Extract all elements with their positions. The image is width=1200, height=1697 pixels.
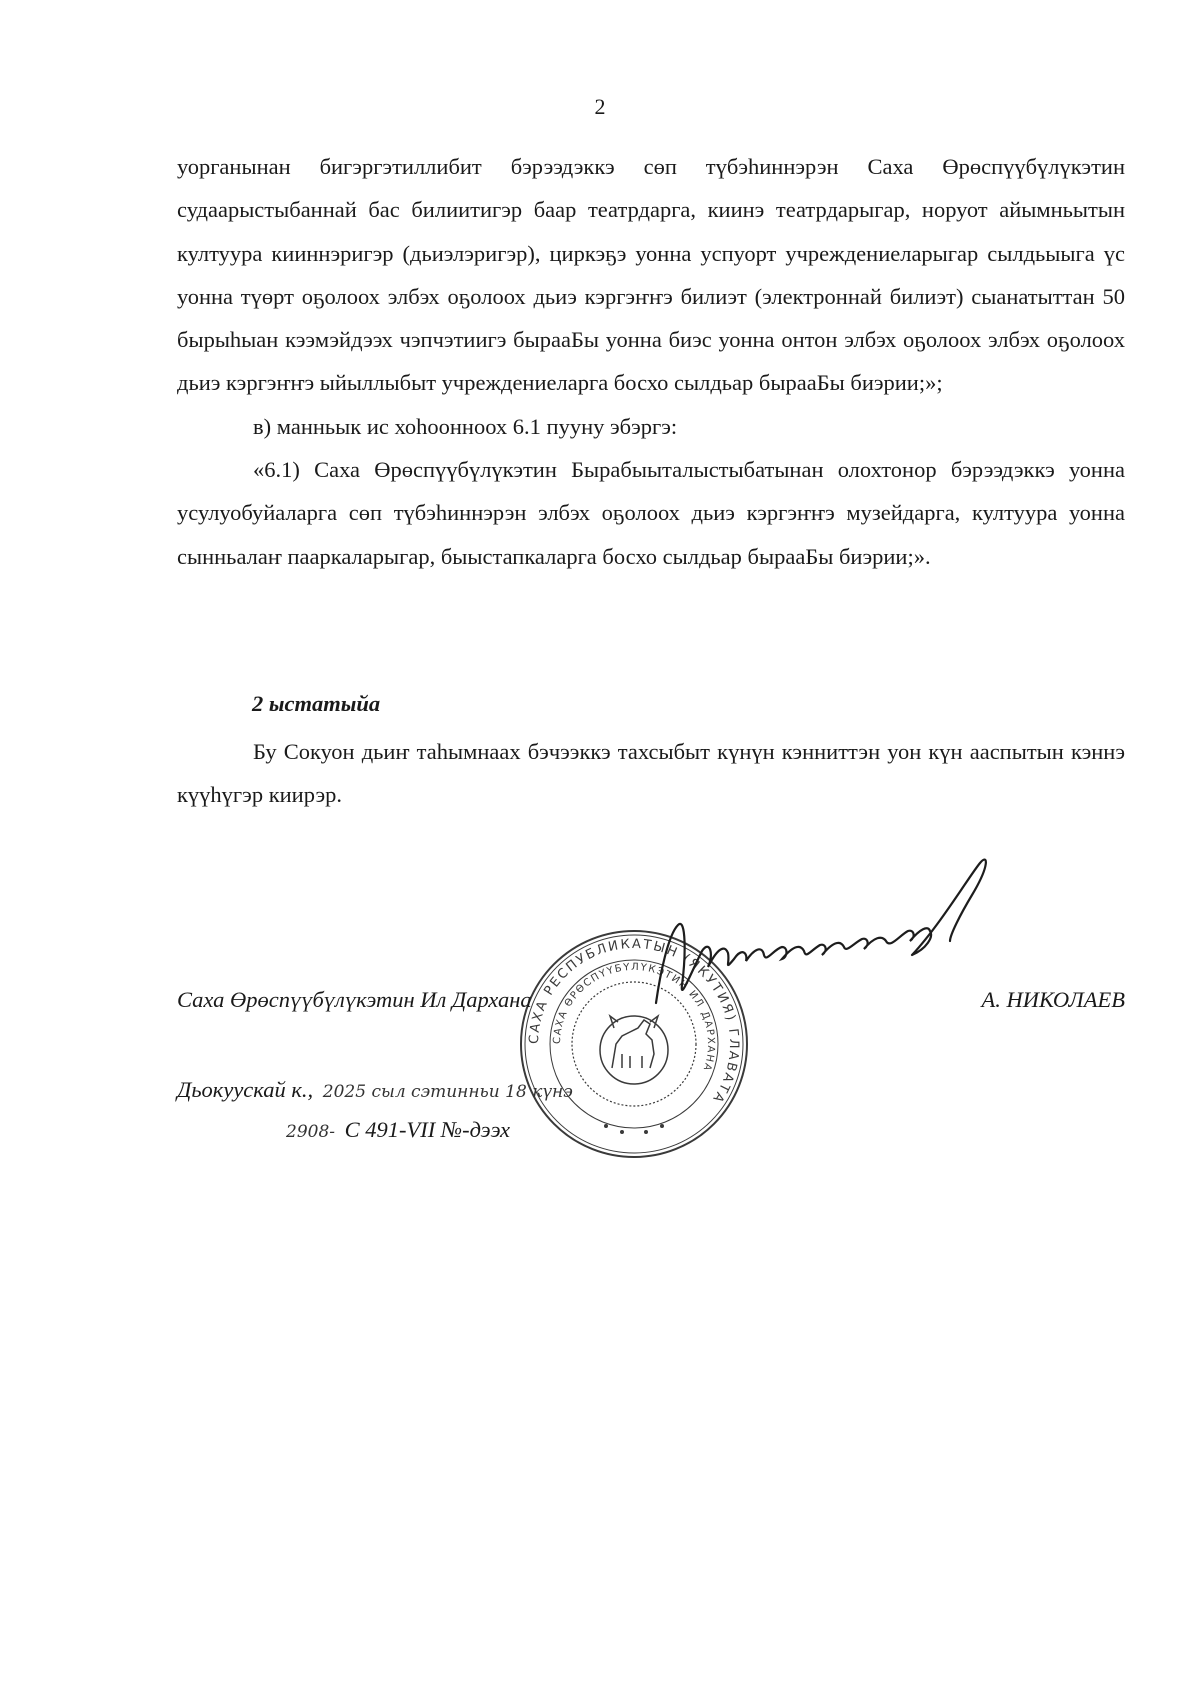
paragraph-amendment-6-1: «6.1) Саха Өрөспүүбүлүкэтин Бырабыыталыстыбатынан олохтонор бэрээдэккэ уонна усулуобуйаларга сөп түбэһиннэрэн элбэх оҕолоох дьиэ кэргэҥҥэ музейдарга, култуура уонна сынньалаҥ пааркаларыгар, быыстапкаларга босхо сылдьар бырааБы биэрии;».: [177, 457, 1125, 569]
signatory-title: Саха Өрөспүүбүлүкэтин Ил Дархана: [177, 987, 532, 1012]
seal-outer-text: САХА РЕСПУБЛИКАТЫН (ЯКУТИЯ) ГЛАВАТА: [526, 936, 742, 1107]
page-number: 2: [594, 94, 606, 119]
article-heading: 2 ыстатыйа: [252, 691, 381, 716]
law-number: [282, 1115, 510, 1147]
paragraph-continued: уорганынан бигэргэтиллибит бэрээдэккэ сөп түбэһиннэрэн Саха Өрөспүүбүлүкэтин судаарыстыбаннай бас билиитигэр баар театрдарга, киинэ театрдарыгар, норуот айымньытын култуура кииннэригэр (дьиэлэригэр), циркэҕэ уонна успуорт учреждениеларыгар сылдьыыга үс уонна түөрт оҕолоох элбэх оҕолоох дьиэ кэргэҥҥэ билиэт (электроннай билиэт) сыанатыттан 50 бырыһыан кээмэйдээх чэпчэтиигэ бырааБы уонна биэс уонна онтон элбэх оҕолоох элбэх оҕолоох дьиэ кэргэҥҥэ ыйыллыбыт учреждениеларга босхо сылдьар бырааБы биэрии;»;: [177, 154, 1125, 396]
body-text: [177, 145, 1125, 578]
paragraph-amendment-intro: в) манньык ис хоһоонноох 6.1 пууну эбэргэ:: [253, 413, 678, 439]
handwritten-date: 2025 сыл сэтинньи 18 күнэ: [322, 1082, 573, 1102]
handwritten-number: 2908-: [286, 1122, 336, 1142]
seal-emblem-icon: [600, 1016, 668, 1084]
sign-place-date: [177, 1075, 577, 1107]
sign-city: Дьокуускай к.,: [177, 1077, 314, 1102]
law-number-suffix: С 491-VII №-дээх: [344, 1117, 511, 1142]
article-body: [177, 730, 1125, 817]
seal-inner-text: САХА ӨРӨСПҮҮБҮЛҮКЭТИН ИЛ ДАРХАНА: [551, 961, 717, 1073]
article-paragraph: Бу Сокуон дьиҥ таһымнаах бэчээккэ тахсыбыт күнүн кэнниттэн уон күн ааспытын кэннэ күүһүгэр киирэр.: [177, 739, 1125, 808]
signatory-name: А. НИКОЛАЕВ: [981, 987, 1125, 1012]
